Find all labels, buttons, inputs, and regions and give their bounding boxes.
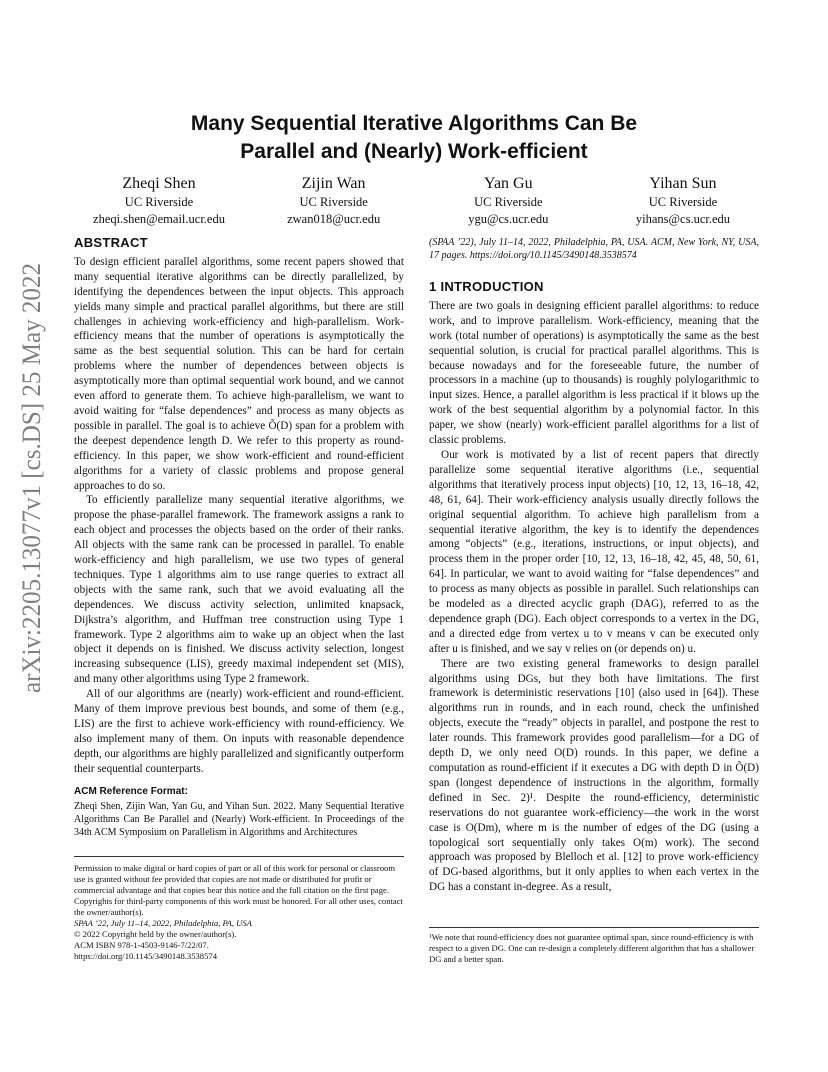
reference-continued: (SPAA ’22), July 11–14, 2022, Philadelphia, PA, USA. ACM, New York, NY, USA, 17 pages. https://doi.org/10.1145/3490148.3538574 xyxy=(429,237,759,261)
left-column xyxy=(74,236,404,839)
paper-title xyxy=(120,110,708,166)
permission-isbn: ACM ISBN 978-1-4503-9146-7/22/07. xyxy=(74,940,209,950)
abstract-paragraph-3: All of our algorithms are (nearly) work-efficient and round-efficient. Many of them improve previous best bounds, and some of them (e.g., LIS) are the first to achieve work-efficiency with round-efficiency. We also implement many of them. On inputs with reasonable dependence depth, our algorithms are highly parallelized and significantly outperform their sequential counterparts. xyxy=(74,688,404,775)
author-block xyxy=(598,174,768,228)
author-list xyxy=(74,174,768,228)
permission-copyright: © 2022 Copyright held by the owner/author(s). xyxy=(74,929,237,939)
author-name: Zheqi Shen xyxy=(122,175,196,192)
right-column xyxy=(429,236,759,895)
author-affiliation: UC Riverside xyxy=(124,195,194,209)
permission-notice xyxy=(74,856,404,962)
title-line-2: Parallel and (Nearly) Work-efficient xyxy=(240,140,588,163)
abstract-heading: ABSTRACT xyxy=(74,235,148,250)
author-name: Yihan Sun xyxy=(649,175,717,192)
permission-text: Permission to make digital or hard copies of part or all of this work for personal or classroom use is granted without fee provided that copies are not made or distributed for profit or commercial advantage and that copies bear this notice and the full citation on the first page. Copyrights for third-party components of this work must be honored. For all other uses, contact the owner/author(s). xyxy=(74,863,403,917)
arxiv-stamp xyxy=(8,256,52,696)
permission-venue: SPAA ’22, July 11–14, 2022, Philadelphia, PA, USA xyxy=(74,918,252,928)
acm-reference-heading: ACM Reference Format: xyxy=(74,785,188,797)
arxiv-stamp-text: arXiv:2205.13077v1 [cs.DS] 25 May 2022 xyxy=(17,256,46,693)
intro-heading: 1 INTRODUCTION xyxy=(429,279,544,294)
author-affiliation: UC Riverside xyxy=(648,195,718,209)
intro-paragraph-1: There are two goals in designing efficient parallel algorithms: to reduce work, and to improve parallelism. Work-efficiency, meaning that the work (total number of operations) is asymptotically the same as the best sequential solution, is crucial for practical parallel algorithms. This is because nowadays and for the foreseeable future, the number of processors in a machine (up to thousands) is roughly polylogarithmic to input sizes. Hence, a parallel algorithm is less practical if it blows up the work of the best sequential algorithm by a polynomial factor. In this paper, we show (nearly) work-efficient parallel algorithms for a list of classic problems. xyxy=(429,299,759,447)
author-name: Zijin Wan xyxy=(301,175,366,192)
author-affiliation: UC Riverside xyxy=(474,195,543,209)
abstract-paragraph-1: To design efficient parallel algorithms, some recent papers showed that many sequential iterative algorithms can be directly parallelized, by identifying the dependences between the input objects. This approach yields many simple and practical parallel algorithms, but there are still challenges in achieving work-efficiency and high-parallelism. Work-efficiency means that the number of operations is asymptotically the same as the best sequential solution. This can be hard for certain problems where the number of dependences between objects is asymptotically more than optimal sequential work bound, and we cannot even afford to generate them. To achieve high-parallelism, we want to avoid waiting for “false dependences” and process as many objects as possible in parallel. The goal is to achieve Õ(D) span for a problem with the deepest dependence length D. We refer to this property as round-efficiency. In this paper, we show work-efficient and round-efficient algorithms for a variety of classic problems and propose general approaches to do so. xyxy=(74,255,404,492)
author-email: yihans@cs.ucr.edu xyxy=(635,212,731,226)
intro-paragraph-2: Our work is motivated by a list of recent papers that directly parallelize some sequential iterative algorithms (i.e., sequential algorithms that iteratively process input objects) [10, 12, 13, 16–18, 42, 48, 61, 64]. Their work-efficiency analysis usually directly follows the original sequential algorithm. To achieve high parallelism from a sequential iterative algorithm, the key is to identify the dependences among “objects” (e.g., iterations, instructions, or input objects), and process them in the proper order [10, 12, 13, 16–18, 42, 45, 48, 50, 61, 64]. In particular, we want to avoid waiting for “false dependences” and to process as many objects as possible in parallel. Such relationships can be modeled as a directed acyclic graph (DAG), referred to as the dependence graph (DG). Each object corresponds to a vertex in the DG, and a directed edge from vertex u to v means v can be executed only after u is finished, and we say v relies on (or depends on) u. xyxy=(429,448,759,655)
title-line-1: Many Sequential Iterative Algorithms Can Be xyxy=(190,112,638,135)
permission-doi: https://doi.org/10.1145/3490148.3538574 xyxy=(74,951,217,961)
author-email: ygu@cs.ucr.edu xyxy=(468,212,549,226)
author-email: zwan018@ucr.edu xyxy=(287,212,381,226)
author-block xyxy=(249,174,419,228)
author-block xyxy=(74,174,244,228)
acm-reference-text: Zheqi Shen, Zijin Wan, Yan Gu, and Yihan Sun. 2022. Many Sequential Iterative Algorithms Can Be Parallel and (Nearly) Work-efficient. In Proceedings of the 34th ACM Symposium on Parallelism in Algorithms and Architectures xyxy=(74,800,404,838)
author-name: Yan Gu xyxy=(484,175,533,192)
author-affiliation: UC Riverside xyxy=(299,195,368,209)
author-email: zheqi.shen@email.ucr.edu xyxy=(93,212,225,226)
abstract-paragraph-2: To efficiently parallelize many sequential iterative algorithms, we propose the phase-parallel framework. The framework assigns a rank to each object and processes the objects based on the order of their ranks. All objects with the same rank can be processed in parallel. To enable work-efficiency and high parallelism, we use two types of general techniques. Type 1 algorithms aim to use range queries to extract all objects with the same rank, such that we avoid evaluating all the dependences. We discuss activity selection, unlimited knapsack, Dijkstra’s algorithm, and Huffman tree construction using Type 1 framework. Type 2 algorithms aim to wake up an object when the last object it depends on is finished. We discuss activity selection, longest increasing subsequence (LIS), greedy maximal independent set (MIS), and many other algorithms using Type 2 framework. xyxy=(74,494,404,686)
author-block xyxy=(423,174,593,228)
intro-paragraph-3: There are two existing general frameworks to design parallel algorithms using DGs, but they both have limitations. The first framework is deterministic reservations [10] (also used in [64]). These algorithms run in rounds, and in each round, check the unfinished objects, execute the “ready” objects in parallel, and postpone the rest to later rounds. This framework provides good parallelism—for a DG of depth D, we only need O(D) rounds. In this paper, we define a computation as round-efficient if it executes a DG with depth D in Õ(D) span (longest dependence of instructions in the algorithm, formally defined in Sec. 2)¹. Despite the round-efficiency, deterministic reservations do not guarantee work-efficiency—the work in the worst case is O(Dm), where m is the number of edges of the DG (using a topological sort sequentially only takes O(m) work). The second approach was proposed by Blelloch et al. [12] to prove work-efficiency of DG-based algorithms, but it only applies to when each vertex in the DG has a constant in-degree. As a result, xyxy=(429,657,759,894)
footnote: ¹We note that round-efficiency does not guarantee optimal span, since round-efficiency is with respect to a given DG. One can re-design a completely different algorithm that has a shallower DG and a better span. xyxy=(429,927,759,965)
